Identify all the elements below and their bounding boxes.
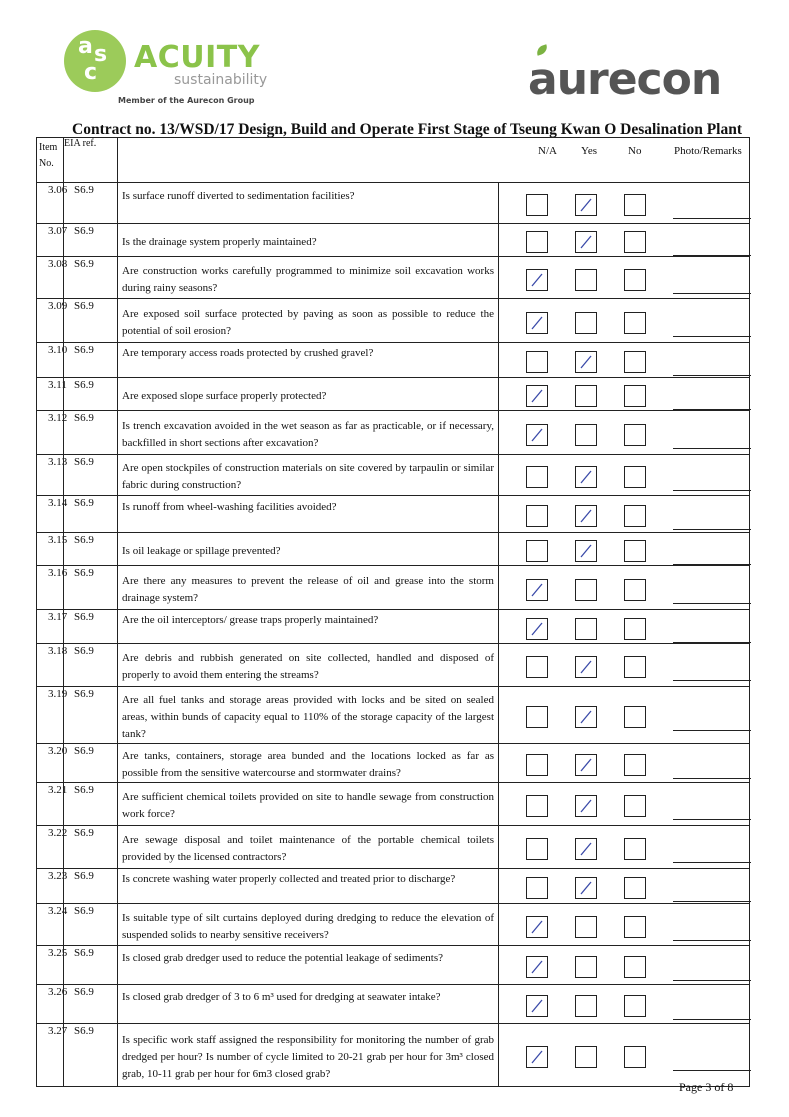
table-row	[36, 411, 750, 455]
eia-ref: S6.9	[74, 645, 94, 657]
question-text: Are sufficient chemical toilets provided on site to handle sewage from construction work force?	[122, 791, 494, 820]
table-row	[36, 378, 750, 411]
table-row	[36, 985, 750, 1024]
yes-checkbox[interactable]	[575, 505, 597, 527]
header-no: No	[628, 145, 642, 157]
eia-ref: S6.9	[74, 1025, 94, 1037]
check-mark-icon	[579, 544, 593, 558]
item-number: 3.16	[48, 567, 68, 579]
check-mark-icon	[579, 470, 593, 484]
question-text: Are sewage disposal and toilet maintenance of the portable chemical toilets provided by the licensed contractors?	[122, 834, 494, 863]
table-row	[36, 610, 750, 644]
na-checkbox[interactable]	[526, 466, 548, 488]
check-mark-icon	[530, 428, 544, 442]
na-checkbox[interactable]	[526, 706, 548, 728]
question-text: Are open stockpiles of construction materials on site covered by tarpaulin or similar fabric during construction?	[122, 462, 494, 491]
remarks-line[interactable]	[673, 730, 751, 731]
no-checkbox[interactable]	[624, 656, 646, 678]
table-row	[36, 904, 750, 946]
no-checkbox[interactable]	[624, 795, 646, 817]
table-row	[36, 455, 750, 496]
question-cell	[117, 455, 499, 495]
remarks-line[interactable]	[673, 901, 751, 902]
remarks-line[interactable]	[673, 218, 751, 219]
remarks-line[interactable]	[673, 940, 751, 941]
eia-cell	[63, 985, 109, 1023]
eia-ref: S6.9	[74, 870, 94, 882]
eia-ref: S6.9	[74, 611, 94, 623]
check-mark-icon	[579, 198, 593, 212]
item-number: 3.21	[48, 784, 68, 796]
eia-cell	[63, 533, 109, 565]
yes-checkbox[interactable]	[575, 754, 597, 776]
check-mark-icon	[579, 509, 593, 523]
yes-checkbox[interactable]	[575, 424, 597, 446]
item-cell	[37, 1024, 68, 1086]
item-number: 3.14	[48, 497, 68, 509]
check-mark-icon	[530, 1050, 544, 1064]
no-checkbox[interactable]	[624, 424, 646, 446]
item-number: 3.09	[48, 300, 68, 312]
check-mark-icon	[530, 622, 544, 636]
item-cell	[37, 224, 68, 256]
eia-cell	[63, 946, 109, 984]
acuity-member-text: Member of the Aurecon Group	[118, 96, 255, 105]
item-cell	[37, 343, 68, 377]
eia-ref: S6.9	[74, 745, 94, 757]
question-cell	[117, 783, 499, 825]
question-text: Are the oil interceptors/ grease traps properly maintained?	[122, 614, 379, 626]
no-checkbox[interactable]	[624, 838, 646, 860]
remarks-line[interactable]	[673, 980, 751, 981]
eia-cell	[63, 783, 109, 825]
na-checkbox[interactable]	[526, 269, 548, 291]
remarks-line[interactable]	[673, 255, 751, 256]
no-checkbox[interactable]	[624, 706, 646, 728]
no-checkbox[interactable]	[624, 540, 646, 562]
question-text: Is the drainage system properly maintained?	[122, 236, 317, 248]
item-number: 3.13	[48, 456, 68, 468]
table-row	[36, 687, 750, 744]
question-text: Are all fuel tanks and storage areas provided with locks and be sited on sealed areas, within bunds of capacity equal to 110% of the storage capacity of the largest tank?	[122, 694, 494, 740]
contract-title: Contract no. 13/WSD/17 Design, Build and Operate First Stage of Tseung Kwan O Desalination Plant	[72, 121, 743, 138]
item-number: 3.24	[48, 905, 68, 917]
item-number: 3.20	[48, 745, 68, 757]
no-checkbox[interactable]	[624, 877, 646, 899]
eia-cell	[63, 826, 109, 868]
item-number: 3.23	[48, 870, 68, 882]
question-cell	[117, 744, 499, 782]
na-checkbox[interactable]	[526, 505, 548, 527]
table-row	[36, 1024, 750, 1087]
table-row	[36, 869, 750, 904]
table-row	[36, 826, 750, 869]
remarks-line[interactable]	[673, 603, 751, 604]
no-checkbox[interactable]	[624, 956, 646, 978]
acuity-logo-mark: a s c	[64, 30, 126, 92]
eia-ref: S6.9	[74, 567, 94, 579]
question-cell	[117, 985, 499, 1023]
eia-ref: S6.9	[74, 534, 94, 546]
eia-cell	[63, 610, 109, 643]
remarks-line[interactable]	[673, 680, 751, 681]
yes-checkbox[interactable]	[575, 579, 597, 601]
remarks-line[interactable]	[673, 529, 751, 530]
question-text: Are construction works carefully programmed to minimize soil excavation works during rainy seasons?	[122, 265, 494, 294]
aurecon-logo	[528, 46, 748, 106]
check-mark-icon	[579, 842, 593, 856]
item-cell	[37, 869, 68, 903]
question-cell	[117, 299, 499, 342]
item-number: 3.26	[48, 986, 68, 998]
na-checkbox[interactable]	[526, 956, 548, 978]
item-number: 3.08	[48, 258, 68, 270]
header-na: N/A	[538, 145, 557, 157]
eia-cell	[63, 869, 109, 903]
item-cell	[37, 411, 68, 454]
remarks-line[interactable]	[673, 336, 751, 337]
na-checkbox[interactable]	[526, 424, 548, 446]
question-text: Are debris and rubbish generated on site collected, handled and disposed of properly to avoid them entering the streams?	[122, 652, 494, 681]
item-number: 3.19	[48, 688, 68, 700]
eia-ref: S6.9	[74, 379, 94, 391]
na-checkbox[interactable]	[526, 1046, 548, 1068]
check-mark-icon	[530, 960, 544, 974]
eia-cell	[63, 299, 109, 342]
item-number: 3.25	[48, 947, 68, 959]
item-cell	[37, 455, 68, 495]
no-checkbox[interactable]	[624, 754, 646, 776]
item-number: 3.17	[48, 611, 68, 623]
eia-cell	[63, 455, 109, 495]
eia-cell	[63, 183, 109, 223]
eia-ref: S6.9	[74, 784, 94, 796]
eia-ref: S6.9	[74, 497, 94, 509]
remarks-line[interactable]	[673, 564, 751, 565]
eia-cell	[63, 687, 109, 743]
eia-cell	[63, 904, 109, 945]
remarks-line[interactable]	[673, 1019, 751, 1020]
check-mark-icon	[530, 273, 544, 287]
na-checkbox[interactable]	[526, 838, 548, 860]
eia-ref: S6.9	[74, 412, 94, 424]
item-cell	[37, 496, 68, 532]
na-checkbox[interactable]	[526, 795, 548, 817]
question-text: Is surface runoff diverted to sedimentation facilities?	[122, 190, 355, 202]
remarks-line[interactable]	[673, 642, 751, 643]
question-text: Are exposed soil surface protected by paving as soon as possible to reduce the potential of soil erosion?	[122, 308, 494, 337]
aurecon-name: aurecon	[528, 54, 722, 105]
item-number: 3.27	[48, 1025, 68, 1037]
na-checkbox[interactable]	[526, 618, 548, 640]
na-checkbox[interactable]	[526, 385, 548, 407]
check-mark-icon	[579, 355, 593, 369]
remarks-line[interactable]	[673, 1070, 751, 1071]
yes-checkbox[interactable]	[575, 466, 597, 488]
header-item: Item No.	[39, 142, 58, 169]
eia-cell	[63, 257, 109, 298]
table-row	[36, 533, 750, 566]
yes-checkbox[interactable]	[575, 838, 597, 860]
eia-ref: S6.9	[74, 456, 94, 468]
page-number: Page 3 of 8	[679, 1080, 734, 1094]
item-cell	[37, 744, 68, 782]
na-checkbox[interactable]	[526, 231, 548, 253]
question-cell	[117, 257, 499, 298]
table-row	[36, 744, 750, 783]
na-checkbox[interactable]	[526, 312, 548, 334]
na-checkbox[interactable]	[526, 656, 548, 678]
acuity-name: ACUITY	[134, 40, 260, 75]
no-checkbox[interactable]	[624, 995, 646, 1017]
acuity-logo	[64, 30, 268, 112]
question-cell	[117, 566, 499, 609]
no-checkbox[interactable]	[624, 466, 646, 488]
question-text: Is concrete washing water properly collected and treated prior to discharge?	[122, 873, 456, 885]
remarks-line[interactable]	[673, 819, 751, 820]
question-text: Are tanks, containers, storage area bunded and the locations locked as far as possible from the sensitive watercourse and stormwater drains?	[122, 750, 494, 779]
na-checkbox[interactable]	[526, 579, 548, 601]
question-cell	[117, 343, 499, 377]
remarks-line[interactable]	[673, 490, 751, 491]
eia-cell	[63, 1024, 109, 1086]
eia-ref: S6.9	[74, 225, 94, 237]
question-text: Is suitable type of silt curtains deployed during dredging to reduce the elevation of suspended solids to nearby sensitive receivers?	[122, 912, 494, 941]
no-checkbox[interactable]	[624, 916, 646, 938]
eia-cell	[63, 411, 109, 454]
acuity-sub: sustainability	[174, 72, 268, 88]
eia-cell	[63, 496, 109, 532]
item-cell	[37, 533, 68, 565]
na-checkbox[interactable]	[526, 877, 548, 899]
item-number: 3.15	[48, 534, 68, 546]
remarks-line[interactable]	[673, 293, 751, 294]
table-row	[36, 257, 750, 299]
table-row	[36, 946, 750, 985]
check-mark-icon	[530, 389, 544, 403]
yes-checkbox[interactable]	[575, 916, 597, 938]
question-cell	[117, 610, 499, 643]
eia-ref: S6.9	[74, 300, 94, 312]
remarks-line[interactable]	[673, 409, 751, 410]
eia-cell	[63, 566, 109, 609]
na-checkbox[interactable]	[526, 194, 548, 216]
eia-ref: S6.9	[74, 947, 94, 959]
table-row	[36, 299, 750, 343]
question-text: Are there any measures to prevent the release of oil and grease into the storm drainage system?	[122, 575, 494, 604]
no-checkbox[interactable]	[624, 351, 646, 373]
item-cell	[37, 783, 68, 825]
question-cell	[117, 869, 499, 903]
eia-ref: S6.9	[74, 986, 94, 998]
item-number: 3.22	[48, 827, 68, 839]
yes-checkbox[interactable]	[575, 1046, 597, 1068]
yes-checkbox[interactable]	[575, 956, 597, 978]
item-cell	[37, 183, 68, 223]
eia-cell	[63, 224, 109, 256]
remarks-line[interactable]	[673, 448, 751, 449]
no-checkbox[interactable]	[624, 618, 646, 640]
yes-checkbox[interactable]	[575, 269, 597, 291]
no-checkbox[interactable]	[624, 194, 646, 216]
table-row	[36, 783, 750, 826]
header-yes: Yes	[581, 145, 598, 157]
no-checkbox[interactable]	[624, 1046, 646, 1068]
no-checkbox[interactable]	[624, 579, 646, 601]
question-cell	[117, 687, 499, 743]
table-row	[36, 224, 750, 257]
question-cell	[117, 644, 499, 686]
no-checkbox[interactable]	[624, 269, 646, 291]
question-cell	[117, 224, 499, 256]
check-mark-icon	[579, 758, 593, 772]
na-checkbox[interactable]	[526, 754, 548, 776]
question-text: Is trench excavation avoided in the wet season as far as practicable, or if necessary, backfilled in short sections after excavation?	[122, 420, 494, 449]
eia-ref: S6.9	[74, 688, 94, 700]
no-checkbox[interactable]	[624, 312, 646, 334]
check-mark-icon	[530, 999, 544, 1013]
yes-checkbox[interactable]	[575, 995, 597, 1017]
item-cell	[37, 904, 68, 945]
yes-checkbox[interactable]	[575, 351, 597, 373]
question-cell	[117, 1024, 499, 1086]
item-number: 3.11	[48, 379, 67, 391]
table-header	[36, 137, 750, 183]
table-row	[36, 566, 750, 610]
question-text: Are temporary access roads protected by crushed gravel?	[122, 347, 374, 359]
question-cell	[117, 946, 499, 984]
yes-checkbox[interactable]	[575, 194, 597, 216]
item-cell	[37, 299, 68, 342]
question-cell	[117, 496, 499, 532]
question-cell	[117, 826, 499, 868]
item-cell	[37, 566, 68, 609]
na-checkbox[interactable]	[526, 916, 548, 938]
eia-ref: S6.9	[74, 258, 94, 270]
checklist-table	[36, 137, 750, 1087]
table-body	[36, 183, 750, 1087]
item-number: 3.06	[48, 184, 68, 196]
item-cell	[37, 257, 68, 298]
check-mark-icon	[579, 881, 593, 895]
yes-checkbox[interactable]	[575, 385, 597, 407]
table-row	[36, 183, 750, 224]
question-cell	[117, 904, 499, 945]
question-cell	[117, 411, 499, 454]
remarks-line[interactable]	[673, 778, 751, 779]
check-mark-icon	[579, 660, 593, 674]
item-number: 3.07	[48, 225, 68, 237]
table-row	[36, 496, 750, 533]
yes-checkbox[interactable]	[575, 706, 597, 728]
yes-checkbox[interactable]	[575, 312, 597, 334]
question-text: Is oil leakage or spillage prevented?	[122, 545, 281, 557]
eia-ref: S6.9	[74, 184, 94, 196]
item-cell	[37, 826, 68, 868]
eia-cell	[63, 744, 109, 782]
check-mark-icon	[530, 316, 544, 330]
yes-checkbox[interactable]	[575, 540, 597, 562]
eia-cell	[63, 378, 109, 410]
table-row	[36, 644, 750, 687]
question-text: Are exposed slope surface properly protected?	[122, 390, 327, 402]
na-checkbox[interactable]	[526, 995, 548, 1017]
yes-checkbox[interactable]	[575, 656, 597, 678]
item-cell	[37, 985, 68, 1023]
eia-ref: S6.9	[74, 827, 94, 839]
check-mark-icon	[579, 710, 593, 724]
item-cell	[37, 687, 68, 743]
check-mark-icon	[530, 920, 544, 934]
no-checkbox[interactable]	[624, 385, 646, 407]
question-text: Is closed grab dredger used to reduce the potential leakage of sediments?	[122, 952, 444, 964]
item-cell	[37, 378, 67, 410]
header-photo-remarks: Photo/Remarks	[674, 145, 742, 157]
yes-checkbox[interactable]	[575, 231, 597, 253]
question-cell	[117, 533, 499, 565]
na-checkbox[interactable]	[526, 540, 548, 562]
header-eia: EIA ref.	[64, 138, 97, 149]
remarks-line[interactable]	[673, 862, 751, 863]
yes-checkbox[interactable]	[575, 795, 597, 817]
question-text: Is runoff from wheel-washing facilities avoided?	[122, 501, 337, 513]
no-checkbox[interactable]	[624, 231, 646, 253]
check-mark-icon	[579, 235, 593, 249]
remarks-line[interactable]	[673, 375, 751, 376]
no-checkbox[interactable]	[624, 505, 646, 527]
question-cell	[117, 183, 499, 223]
question-text: Is closed grab dredger of 3 to 6 m³ used for dredging at seawater intake?	[122, 991, 441, 1003]
eia-ref: S6.9	[74, 905, 94, 917]
na-checkbox[interactable]	[526, 351, 548, 373]
eia-cell	[63, 644, 109, 686]
eia-ref: S6.9	[74, 344, 94, 356]
eia-cell	[63, 343, 109, 377]
item-number: 3.18	[48, 645, 68, 657]
question-text: Is specific work staff assigned the responsibility for monitoring the number of grab dredged per hour? Is number of cycle limited to 20-21 grab per hour for 3m³ closed grab, 10-11 grab per hour for 6m3 closed grab?	[122, 1034, 494, 1080]
yes-checkbox[interactable]	[575, 877, 597, 899]
item-number: 3.10	[48, 344, 68, 356]
item-cell	[37, 644, 68, 686]
item-cell	[37, 946, 68, 984]
question-cell	[117, 378, 499, 410]
check-mark-icon	[579, 799, 593, 813]
table-row	[36, 343, 750, 378]
item-cell	[37, 610, 68, 643]
check-mark-icon	[530, 583, 544, 597]
yes-checkbox[interactable]	[575, 618, 597, 640]
item-number: 3.12	[48, 412, 68, 424]
